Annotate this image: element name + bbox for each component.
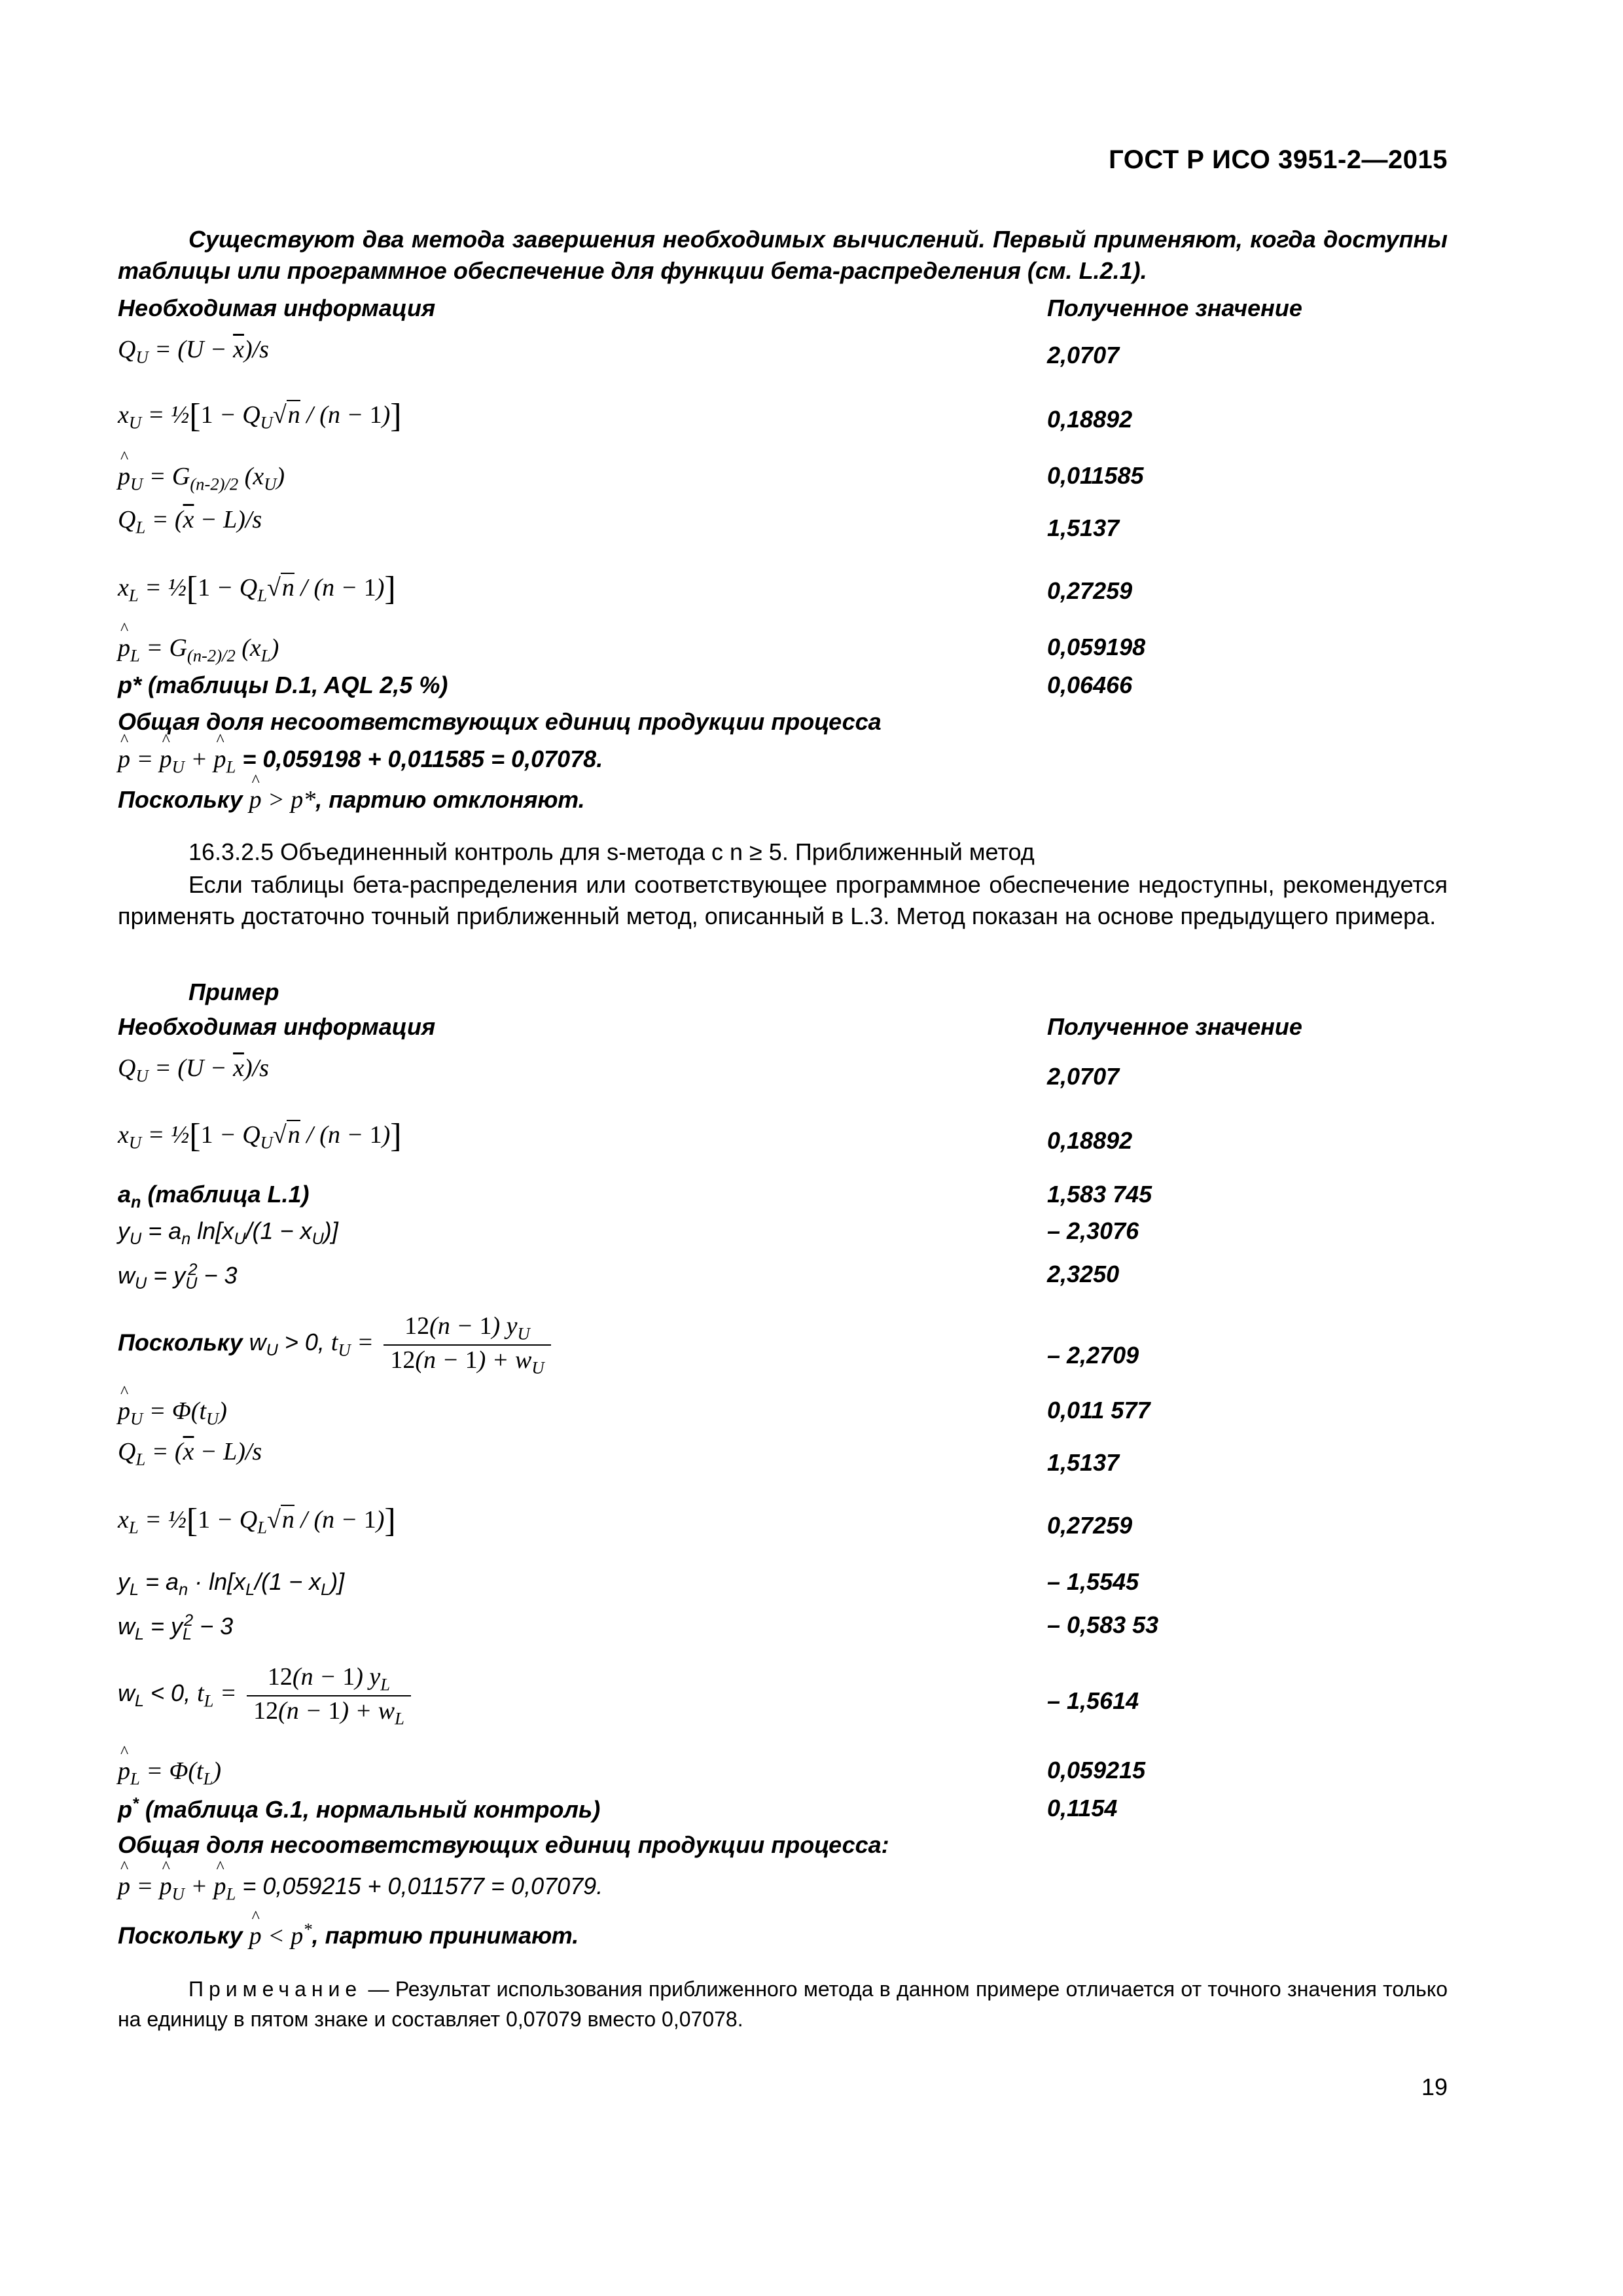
value: 0,06466	[1047, 672, 1133, 698]
formula-row	[118, 1054, 1448, 1093]
formula-xl: $x_L$ = ½[1 − $Q_L√n / (n - 1)$]	[118, 570, 396, 607]
section-paragraph: Если таблицы бета-распределения или соответствующее программное обеспечение недоступны, рекомендуется применять достаточно точный приближенный метод, описанный в L.3. Метод показан на основе предыдущего примера.	[118, 871, 1448, 929]
formula-row	[118, 1397, 1448, 1436]
p-star-label: p* (таблица G.1, нормальный контроль)	[118, 1795, 601, 1823]
formula-row	[118, 1662, 1448, 1734]
value: 0,059198	[1047, 634, 1146, 660]
formula-qu: $Q_U = (U - \overline{x})/s$	[118, 1054, 269, 1086]
example-label: Пример	[188, 978, 279, 1005]
value: 2,0707	[1047, 342, 1120, 368]
formula-yl: $y_L = a_n \cdot \ln[x_L/(1 - x_L)]$	[118, 1568, 345, 1600]
formula-row	[118, 397, 1448, 436]
total-formula: ^ p = ^ $p_U$ + ^ $p_L = 0,059198 + 0,011585 = 0,07078$.	[118, 745, 603, 778]
column-value-header: Полученное значение	[1047, 1013, 1302, 1040]
total-formula-row	[118, 1872, 1448, 1911]
total-label: Общая доля несоответствующих единиц продукции процесса:	[118, 1831, 889, 1858]
value: 0,18892	[1047, 1127, 1133, 1154]
formula-xu: $x_U$ = ½[1 − $Q_U√n / (n - 1)$]	[118, 397, 402, 435]
formula-yu: $y_U = a_n$ $\ln[x_U/(1 - x_U)]$	[118, 1217, 338, 1249]
formula-row	[118, 1795, 1448, 1834]
conclusion: Поскольку ^ p > p*, партию отклоняют.	[118, 785, 585, 814]
column-info-header: Необходимая информация	[118, 295, 436, 321]
value: 0,059215	[1047, 1757, 1146, 1784]
p-star-label: p* (таблицы D.1, AQL 2,5 %)	[118, 672, 448, 698]
conclusion-row	[118, 785, 1448, 825]
section-heading: 16.3.2.5 Объединенный контроль для s-метода с n ≥ 5. Приближенный метод	[188, 838, 1035, 865]
formula-ql: $Q_L = (\overline{x} - L)/s$	[118, 506, 262, 537]
formula-row	[118, 1261, 1448, 1300]
value: 0,011 577	[1047, 1397, 1150, 1424]
column-header-row	[118, 295, 1448, 334]
value: 2,0707	[1047, 1063, 1120, 1090]
formula-row	[118, 1501, 1448, 1541]
total-label-row	[118, 1831, 1448, 1871]
value: 0,27259	[1047, 1512, 1133, 1539]
column-value-header: Полученное значение	[1047, 295, 1302, 321]
document-header: ГОСТ Р ИСО 3951-2—2015	[1109, 145, 1448, 174]
value: – 2,3076	[1047, 1217, 1139, 1244]
formula-row	[118, 1757, 1448, 1796]
page-number: 19	[1421, 2073, 1448, 2100]
formula-tl: $w_L < 0$, $t_L$ = $\frac{12(n - 1) y_L}{12(n - 1) + w_L}$	[118, 1662, 415, 1729]
total-label-row	[118, 708, 1448, 747]
formula-row	[118, 1117, 1448, 1156]
formula-wl: $w_L = y_L^2 - 3$	[118, 1611, 234, 1644]
value: 1,583 745	[1047, 1181, 1152, 1208]
value: 0,1154	[1047, 1795, 1118, 1821]
an-label: $a_n$ (таблица L.1)	[118, 1181, 310, 1212]
formula-ql: $Q_L = (\overline{x} - L)/s$	[118, 1438, 262, 1469]
value: 1,5137	[1047, 1449, 1120, 1476]
intro-paragraph: Существуют два метода завершения необходимых вычислений. Первый применяют, когда доступны таблицы или программное обеспечение для функции бета-распределения (см. L.2.1).	[118, 226, 1448, 284]
formula-xl: $x_L$ = ½[1 − $Q_L√n / (n - 1)$]	[118, 1502, 396, 1539]
formula-pu: ^ $p_U = G_{(n-2)/2}$ $(x_U)$	[118, 462, 285, 495]
formula-pu-phi: ^ $p_U = \Phi(t_U)$	[118, 1397, 227, 1429]
formula-row	[118, 569, 1448, 609]
column-info-header: Необходимая информация	[118, 1013, 436, 1040]
conclusion: Поскольку ^ p < p*, партию принимают.	[118, 1919, 579, 1950]
value: 2,3250	[1047, 1261, 1120, 1287]
formula-row	[118, 1181, 1448, 1220]
formula-row	[118, 1217, 1448, 1257]
total-formula: ^ p = ^ $p_U$ + ^ $p_L = 0,059215 + 0,011577 = 0,07079$.	[118, 1872, 603, 1905]
value: 1,5137	[1047, 514, 1120, 541]
formula-pl-phi: ^ $p_L = \Phi(t_L)$	[118, 1757, 221, 1789]
formula-row	[118, 462, 1448, 501]
formula-row	[118, 1312, 1448, 1384]
formula-row	[118, 1611, 1448, 1651]
formula-row	[118, 335, 1448, 374]
value: 0,011585	[1047, 462, 1144, 489]
value: 0,27259	[1047, 577, 1133, 604]
value: – 1,5614	[1047, 1687, 1139, 1714]
formula-row	[118, 672, 1448, 711]
formula-wu: $w_U = y_U^2 - 3$	[118, 1261, 238, 1293]
formula-xu: $x_U$ = ½[1 − $Q_U√n / (n - 1)$]	[118, 1117, 402, 1155]
formula-row	[118, 634, 1448, 673]
note-text: — Результат использования приближенного метода в данном примере отличается от точного значения только на единицу в пятом знаке и составляет 0,07079 вместо 0,07078.	[118, 1977, 1448, 2031]
conclusion-row	[118, 1919, 1448, 1958]
total-formula-row	[118, 745, 1448, 784]
formula-row	[118, 1568, 1448, 1607]
value: – 2,2709	[1047, 1342, 1139, 1369]
formula-pl: ^ $p_L = G_{(n-2)/2}$ $(x_L)$	[118, 634, 279, 666]
value: – 1,5545	[1047, 1568, 1139, 1595]
note-label: Примечание	[188, 1977, 363, 2001]
formula-row	[118, 505, 1448, 545]
value: 0,18892	[1047, 406, 1133, 433]
formula-qu: $Q_U = (U - \overline{x})/s$	[118, 336, 269, 367]
value: – 0,583 53	[1047, 1611, 1159, 1638]
total-label: Общая доля несоответствующих единиц продукции процесса	[118, 708, 882, 735]
column-header-row	[118, 1013, 1448, 1052]
note-paragraph	[118, 1974, 1448, 2034]
formula-tu: Поскольку $w_U > 0$, $t_U$ = $\frac{12(n - 1) y_U}{12(n - 1) + w_U}$	[118, 1312, 555, 1378]
formula-row	[118, 1437, 1448, 1477]
